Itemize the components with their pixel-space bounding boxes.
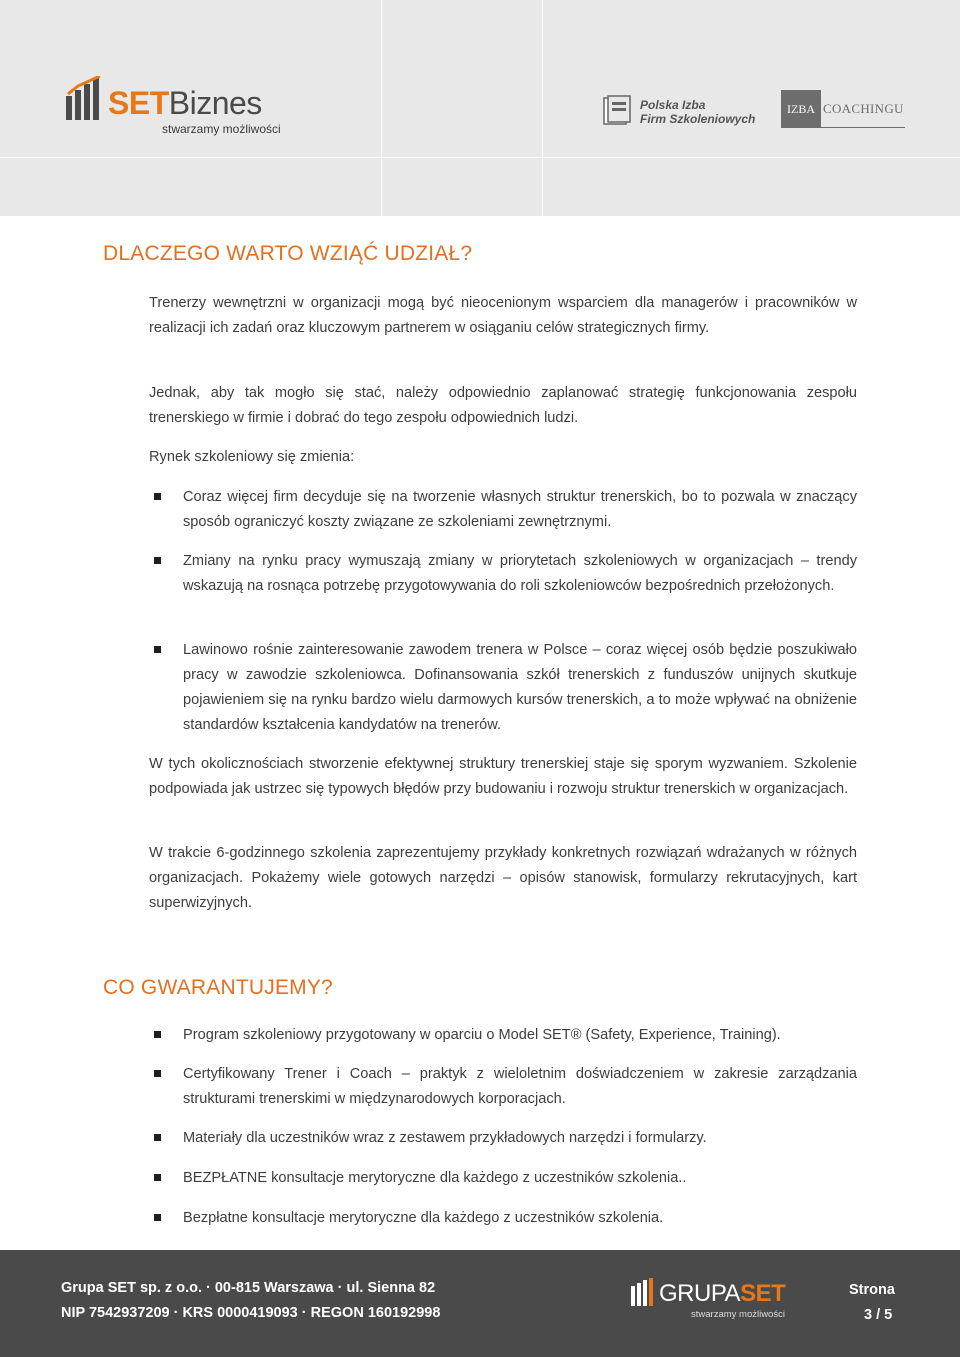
page-number: 3 / 5 <box>864 1307 893 1323</box>
book-logo-icon <box>602 94 634 126</box>
list-item: Bezpłatne konsultacje merytoryczne dla każdego z uczestników szkolenia. <box>149 1206 857 1231</box>
guarantee-list-5 <box>149 1206 857 1231</box>
izba-coachingu-logo <box>781 90 905 128</box>
setbiznes-wordmark <box>108 86 262 120</box>
section-heading-why: DLACZEGO WARTO WZIĄĆ UDZIAŁ? <box>103 242 473 265</box>
logo-set: SET <box>740 1280 786 1307</box>
pifs-line-1: Polska Izba <box>640 98 706 112</box>
header-cell-middle <box>383 0 543 216</box>
izba-box: IZBA <box>781 90 821 128</box>
list-item: BEZPŁATNE konsultacje merytoryczne dla każdego z uczestników szkolenia.. <box>149 1166 857 1191</box>
footer-address: Grupa SET sp. z o.o. · 00-815 Warszawa · ul. Sienna 82 <box>61 1280 436 1296</box>
list-item: Materiały dla uczestników wraz z zestawem przykładowych narzędzi i formularzy. <box>149 1126 857 1151</box>
brand-set: SET <box>108 85 169 121</box>
bullet-square-icon <box>154 557 161 564</box>
brand-biznes: Biznes <box>168 85 262 121</box>
guarantee-list-4 <box>149 1166 857 1191</box>
bullet-square-icon <box>154 1214 161 1221</box>
logo-grupa: GRUPA <box>659 1280 741 1307</box>
pifs-line-2: Firm Szkoleniowych <box>640 112 756 126</box>
paragraph-challenge: W tych okolicznościach stworzenie efektywnej struktury trenerskiej staje się sporym wyzwaniem. Szkolenie podpowiada jak ustrzec się typowych błędów przy budowaniu i rozwoju struktur trenerskich w organizacjach. <box>149 756 857 797</box>
bar-chart-logo-icon <box>66 76 106 120</box>
bullet-square-icon <box>154 1031 161 1038</box>
setbiznes-logo <box>66 76 286 138</box>
grupaset-wordmark <box>659 1280 785 1308</box>
pifs-logo <box>602 92 762 132</box>
market-changes-list <box>149 485 857 535</box>
izba-text: COACHINGU <box>823 101 904 116</box>
list-item: Coraz więcej firm decyduje się na tworzenie własnych struktur trenerskich, bo to pozwala w znaczący sposób ograniczyć koszty związane ze szkoleniami zewnętrznymi. <box>149 485 857 535</box>
pifs-name <box>640 98 755 126</box>
paragraph-market: Rynek szkoleniowy się zmienia: <box>149 449 355 465</box>
list-item: Certyfikowany Trener i Coach – praktyk z wieloletnim doświadczeniem w zakresie zarządzania strukturami trenerskimi w międzynarodowych korporacjach. <box>149 1062 857 1112</box>
list-item: Program szkoleniowy przygotowany w oparciu o Model SET® (Safety, Experience, Training). <box>149 1023 857 1048</box>
grupaset-logo <box>631 1278 791 1324</box>
grupaset-tagline: stwarzamy możliwości <box>691 1309 785 1320</box>
setbiznes-tagline: stwarzamy możliwości <box>162 122 281 136</box>
guarantee-list-1 <box>149 1023 857 1048</box>
izba-underline <box>781 127 905 128</box>
market-changes-list-2 <box>149 549 857 599</box>
bullet-square-icon <box>154 493 161 500</box>
guarantee-list-3 <box>149 1126 857 1151</box>
paragraph-intro: Trenerzy wewnętrzni w organizacji mogą być nieocenionym wsparciem dla managerów i pracowników w realizacji ich zadań oraz kluczowym partnerem w osiąganiu celów strategicznych firmy. <box>149 295 857 336</box>
page-footer <box>0 1250 960 1357</box>
market-changes-list-3 <box>149 638 857 738</box>
list-item: Zmiany na rynku pracy wymuszają zmiany w priorytetach szkoleniowych w organizacjach – trendy wskazują na rosnąca potrzebę przygotowywania do roli szkoleniowców bezpośrednich przełożonych. <box>149 549 857 599</box>
section-heading-guarantee: CO GWARANTUJEMY? <box>103 976 333 999</box>
list-item: Lawinowo rośnie zainteresowanie zawodem trenera w Polsce – coraz więcej osób będzie poszukiwało pracy w zawodzie szkoleniowca. Dofinansowania szkół trenerskich z funduszów unijnych skutkuje pojawieniem się na rynku bardzo wielu darmowych kursów trenerskich, a to może wpływać na obniżenie standardów kształcenia kandydatów na trenerów. <box>149 638 857 738</box>
paragraph-training: W trakcie 6-godzinnego szkolenia zaprezentujemy przykłady konkretnych rozwiązań wdrażanych w różnych organizacjach. Pokażemy wiele gotowych narzędzi – opisów stanowisk, formularzy rekrutacyjnych, kart superwizyjnych. <box>149 845 857 911</box>
bullet-square-icon <box>154 646 161 653</box>
bullet-square-icon <box>154 1174 161 1181</box>
header-divider <box>0 157 960 158</box>
bullet-square-icon <box>154 1134 161 1141</box>
bullet-square-icon <box>154 1070 161 1077</box>
page-label: Strona <box>849 1282 895 1298</box>
bar-chart-logo-icon <box>631 1278 655 1306</box>
guarantee-list-2 <box>149 1062 857 1112</box>
paragraph-strategy: Jednak, aby tak mogło się stać, należy odpowiednio zaplanować strategię funkcjonowania zespołu trenerskiego w firmie i dobrać do tego zespołu odpowiednich ludzi. <box>149 385 857 426</box>
footer-registry: NIP 7542937209 · KRS 0000419093 · REGON 160192998 <box>61 1305 441 1321</box>
page-header <box>0 0 960 216</box>
